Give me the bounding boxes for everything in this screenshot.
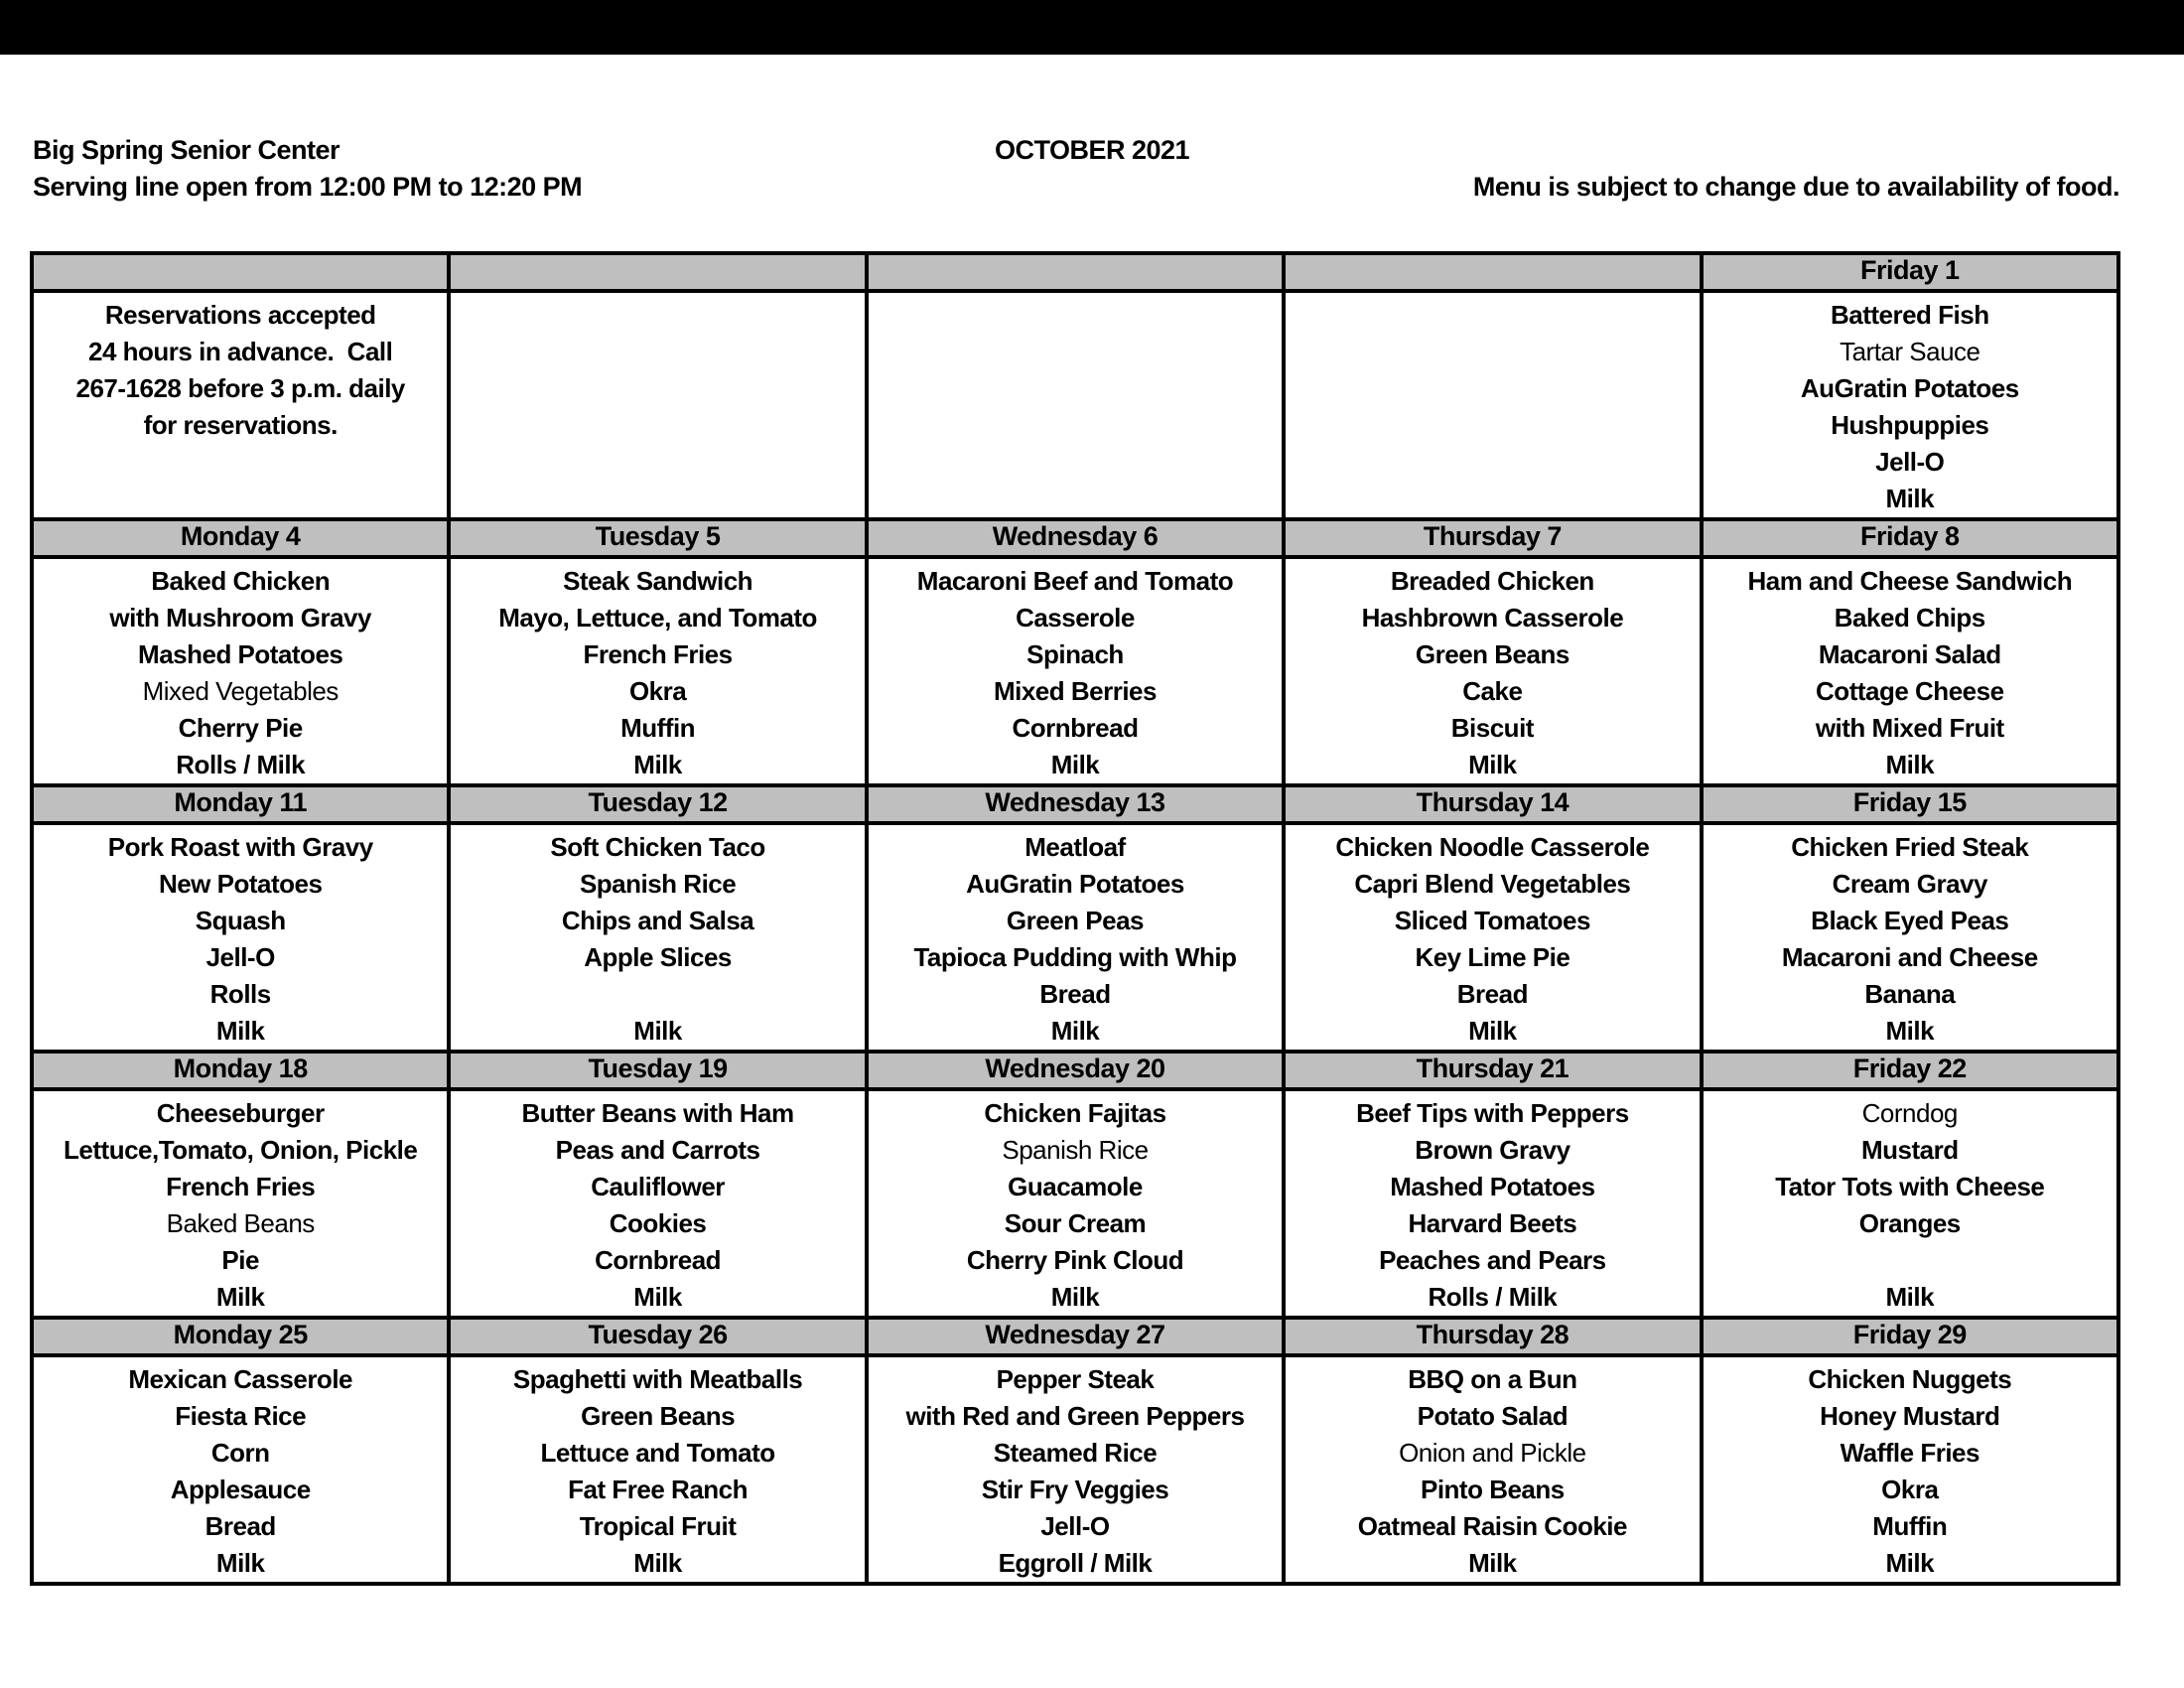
menu-item: Milk	[215, 1548, 265, 1578]
menu-item: Peaches and Pears	[1379, 1245, 1606, 1275]
page-title: Big Spring Senior Center	[33, 135, 341, 165]
menu-item: Milk	[1050, 1282, 1100, 1312]
menu-item: Oatmeal Raisin Cookie	[1357, 1511, 1627, 1541]
menu-item: Cornbread	[1012, 713, 1139, 743]
menu-item: Key Lime Pie	[1415, 942, 1570, 972]
day-header: Thursday 21	[1284, 1052, 1701, 1089]
menu-item: Meatloaf	[1024, 832, 1126, 862]
day-header: Tuesday 12	[449, 785, 866, 823]
menu-cell	[1702, 291, 2118, 519]
menu-item: Milk	[1468, 1016, 1517, 1046]
day-header: Monday 25	[32, 1318, 449, 1355]
menu-item: Jell-O	[205, 942, 275, 972]
menu-item: Butter Beans with Ham	[521, 1098, 794, 1128]
menu-cell	[1702, 823, 2118, 1052]
menu-item: Baked Chips	[1834, 603, 1985, 633]
menu-item: Cornbread	[595, 1245, 722, 1275]
day-header: Friday 29	[1702, 1318, 2118, 1355]
menu-item: Beef Tips with Peppers	[1356, 1098, 1629, 1128]
menu-item: Oranges	[1858, 1208, 1961, 1238]
menu-item: Macaroni Salad	[1818, 639, 2001, 669]
menu-item: AuGratin Potatoes	[1800, 373, 2019, 403]
menu-item: Tapioca Pudding with Whip	[913, 942, 1237, 972]
menu-item: Reservations accepted	[104, 300, 376, 330]
menu-item: Macaroni Beef and Tomato	[916, 566, 1234, 596]
day-header: Wednesday 20	[867, 1052, 1284, 1089]
menu-item: Capri Blend Vegetables	[1354, 869, 1631, 899]
menu-item: Steamed Rice	[993, 1438, 1158, 1468]
menu-cell	[1284, 1355, 1701, 1584]
menu-item: Harvard Beets	[1408, 1208, 1577, 1238]
menu-item: Lettuce and Tomato	[540, 1438, 775, 1468]
menu-table-body	[32, 253, 2118, 1584]
day-header: Friday 1	[1702, 253, 2118, 291]
menu-item: Onion and Pickle	[1399, 1438, 1586, 1468]
menu-item: Eggroll / Milk	[998, 1548, 1153, 1578]
menu-item: Spanish Rice	[1002, 1135, 1149, 1165]
menu-item: New Potatoes	[158, 869, 323, 899]
menu-table	[30, 251, 2120, 1586]
menu-cell	[867, 1355, 1284, 1584]
menu-item: AuGratin Potatoes	[966, 869, 1184, 899]
day-header: Friday 22	[1702, 1052, 2118, 1089]
menu-item: Tator Tots with Cheese	[1775, 1172, 2045, 1201]
day-header-empty	[32, 253, 449, 291]
menu-item: Cauliflower	[591, 1172, 725, 1201]
menu-item: Battered Fish	[1830, 300, 1989, 330]
day-header: Tuesday 5	[449, 519, 866, 557]
menu-item: Tropical Fruit	[579, 1511, 737, 1541]
menu-item: Milk	[1468, 750, 1517, 779]
menu-item: Baked Beans	[166, 1208, 315, 1238]
menu-item: Okra	[1881, 1475, 1939, 1504]
menu-item: Corndog	[1861, 1098, 1958, 1128]
day-header-empty	[1284, 253, 1701, 291]
day-header: Monday 11	[32, 785, 449, 823]
day-header: Tuesday 26	[449, 1318, 866, 1355]
menu-item: Green Beans	[581, 1401, 736, 1431]
day-header: Monday 18	[32, 1052, 449, 1089]
menu-item: Potato Salad	[1417, 1401, 1569, 1431]
serving-line-subtitle: Serving line open from 12:00 PM to 12:20 PM	[33, 172, 583, 202]
menu-cell	[1284, 823, 1701, 1052]
day-header: Tuesday 19	[449, 1052, 866, 1089]
menu-item: Mashed Potatoes	[1390, 1172, 1595, 1201]
menu-item: Rolls	[209, 979, 271, 1009]
menu-item: Bread	[1456, 979, 1528, 1009]
menu-cell	[1284, 557, 1701, 785]
menu-cell	[1702, 1089, 2118, 1318]
menu-item: Chicken Fried Steak	[1791, 832, 2029, 862]
menu-item: Soft Chicken Taco	[550, 832, 765, 862]
menu-item: Lettuce,Tomato, Onion, Pickle	[64, 1135, 418, 1165]
menu-item: Milk	[1885, 1016, 1935, 1046]
menu-item: Cream Gravy	[1832, 869, 1987, 899]
menu-item: 24 hours in advance. Call	[88, 337, 393, 366]
day-header: Thursday 7	[1284, 519, 1701, 557]
menu-item: Pinto Beans	[1420, 1475, 1565, 1504]
menu-item: with Mixed Fruit	[1815, 713, 2004, 743]
menu-item: Honey Mustard	[1820, 1401, 2000, 1431]
menu-item: Mustard	[1860, 1135, 1959, 1165]
menu-change-notice: Menu is subject to change due to availability of food.	[1472, 172, 2119, 202]
menu-item: Fat Free Ranch	[568, 1475, 748, 1504]
menu-item: Pork Roast with Gravy	[107, 832, 373, 862]
menu-cell	[32, 1089, 449, 1318]
menu-item: Hushpuppies	[1831, 410, 1989, 440]
menu-item	[1704, 1242, 2116, 1279]
menu-item: Hashbrown Casserole	[1361, 603, 1624, 633]
menu-item: Cookies	[609, 1208, 707, 1238]
menu-cell	[867, 823, 1284, 1052]
menu-item: Milk	[633, 1548, 682, 1578]
menu-item: Milk	[215, 1016, 265, 1046]
menu-item: Spanish Rice	[579, 869, 737, 899]
menu-cell	[1284, 291, 1701, 519]
menu-item: Sour Cream	[1004, 1208, 1147, 1238]
menu-item: Milk	[1885, 484, 1935, 513]
menu-item: Milk	[1050, 1016, 1100, 1046]
menu-item: French Fries	[583, 639, 733, 669]
scan-top-bar	[0, 0, 2184, 55]
menu-item: Green Beans	[1415, 639, 1570, 669]
menu-item: Bread	[205, 1511, 276, 1541]
menu-item: Milk	[633, 1016, 682, 1046]
menu-item: Banana	[1864, 979, 1956, 1009]
menu-cell	[1702, 1355, 2118, 1584]
menu-item: Milk	[1468, 1548, 1517, 1578]
menu-item: Milk	[633, 750, 682, 779]
menu-item: Applesauce	[170, 1475, 311, 1504]
day-header: Wednesday 13	[867, 785, 1284, 823]
menu-cell	[1284, 1089, 1701, 1318]
menu-item: Mexican Casserole	[128, 1364, 353, 1394]
menu-item: BBQ on a Bun	[1408, 1364, 1577, 1394]
menu-cell	[867, 291, 1284, 519]
menu-item: Bread	[1039, 979, 1111, 1009]
menu-item: Breaded Chicken	[1390, 566, 1594, 596]
menu-item: Green Peas	[1006, 906, 1145, 935]
menu-item: Rolls / Milk	[176, 750, 306, 779]
menu-item: Milk	[633, 1282, 682, 1312]
menu-item: Cherry Pink Cloud	[966, 1245, 1184, 1275]
menu-cell	[32, 291, 449, 519]
menu-item: Mayo, Lettuce, and Tomato	[498, 603, 817, 633]
menu-item: Baked Chicken	[151, 566, 331, 596]
menu-item: Brown Gravy	[1415, 1135, 1570, 1165]
menu-item: Chicken Fajitas	[984, 1098, 1166, 1128]
menu-item: Ham and Cheese Sandwich	[1747, 566, 2073, 596]
menu-item: Mashed Potatoes	[138, 639, 343, 669]
menu-item: with Red and Green Peppers	[905, 1401, 1245, 1431]
menu-cell	[449, 1089, 866, 1318]
menu-cell	[1702, 557, 2118, 785]
day-header: Friday 15	[1702, 785, 2118, 823]
menu-cell	[867, 557, 1284, 785]
day-header-empty	[449, 253, 866, 291]
day-header: Wednesday 6	[867, 519, 1284, 557]
menu-item: Muffin	[1872, 1511, 1948, 1541]
menu-item: Milk	[1050, 750, 1100, 779]
day-header: Wednesday 27	[867, 1318, 1284, 1355]
menu-item: Black Eyed Peas	[1811, 906, 2009, 935]
menu-cell	[449, 823, 866, 1052]
menu-item: with Mushroom Gravy	[109, 603, 371, 633]
menu-item: 267-1628 before 3 p.m. daily	[75, 373, 405, 403]
menu-item: Waffle Fries	[1840, 1438, 1979, 1468]
menu-item: Pepper Steak	[996, 1364, 1155, 1394]
menu-item: Chicken Nuggets	[1808, 1364, 2012, 1394]
menu-item: Rolls / Milk	[1428, 1282, 1558, 1312]
menu-item: Corn	[210, 1438, 270, 1468]
day-header: Thursday 14	[1284, 785, 1701, 823]
menu-item: Milk	[1885, 1548, 1935, 1578]
menu-item: Spinach	[1026, 639, 1124, 669]
menu-item: Okra	[628, 676, 687, 706]
menu-item: Tartar Sauce	[1840, 337, 1980, 366]
menu-item: Cake	[1462, 676, 1523, 706]
menu-item: Mixed Vegetables	[142, 676, 339, 706]
menu-item: Mixed Berries	[993, 676, 1157, 706]
menu-item: Fiesta Rice	[175, 1401, 307, 1431]
menu-item: Squash	[195, 906, 286, 935]
day-header: Friday 8	[1702, 519, 2118, 557]
menu-cell	[32, 557, 449, 785]
menu-item: Sliced Tomatoes	[1394, 906, 1590, 935]
menu-item: Casserole	[1016, 603, 1135, 633]
menu-cell	[449, 557, 866, 785]
menu-item: Jell-O	[1040, 1511, 1110, 1541]
menu-item: Chips and Salsa	[561, 906, 754, 935]
day-header: Monday 4	[32, 519, 449, 557]
menu-cell	[32, 823, 449, 1052]
menu-item: Cottage Cheese	[1816, 676, 2004, 706]
menu-item: Cheeseburger	[156, 1098, 325, 1128]
menu-item: Pie	[221, 1245, 259, 1275]
menu-item: Jell-O	[1875, 447, 1945, 477]
day-header-empty	[867, 253, 1284, 291]
menu-cell	[867, 1089, 1284, 1318]
menu-item: Milk	[1885, 750, 1935, 779]
menu-item: Steak Sandwich	[563, 566, 753, 596]
month-title: OCTOBER 2021	[994, 135, 1190, 165]
menu-item: Spaghetti with Meatballs	[512, 1364, 803, 1394]
menu-item: Milk	[1885, 1282, 1935, 1312]
menu-item: Guacamole	[1008, 1172, 1143, 1201]
menu-item: Stir Fry Veggies	[981, 1475, 1169, 1504]
menu-item: Biscuit	[1450, 713, 1534, 743]
menu-cell	[449, 1355, 866, 1584]
menu-item	[451, 976, 864, 1013]
menu-item: Milk	[215, 1282, 265, 1312]
day-header: Thursday 28	[1284, 1318, 1701, 1355]
menu-item: Apple Slices	[584, 942, 732, 972]
menu-item: Peas and Carrots	[555, 1135, 760, 1165]
menu-cell	[32, 1355, 449, 1584]
menu-item: French Fries	[166, 1172, 316, 1201]
menu-item: Muffin	[620, 713, 696, 743]
menu-item: for reservations.	[143, 410, 338, 440]
menu-item: Chicken Noodle Casserole	[1335, 832, 1650, 862]
menu-item: Macaroni and Cheese	[1781, 942, 2038, 972]
menu-item: Cherry Pie	[178, 713, 303, 743]
menu-cell	[449, 291, 866, 519]
